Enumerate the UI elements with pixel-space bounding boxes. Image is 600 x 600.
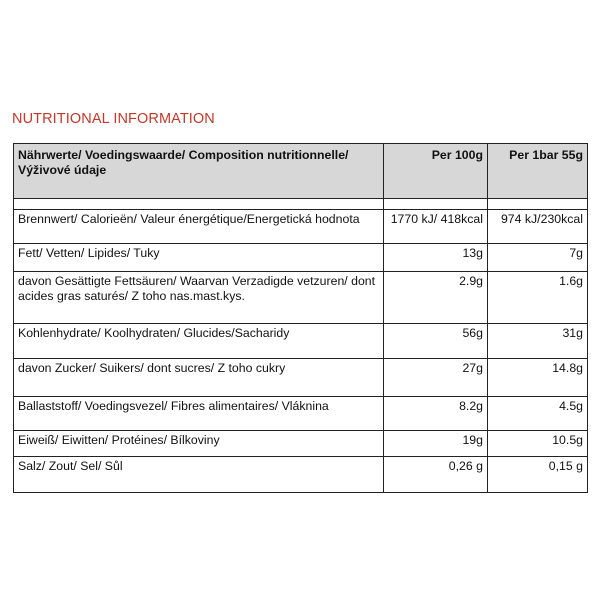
- nutrition-heading: NUTRITIONAL INFORMATION: [12, 111, 215, 127]
- row-value-perbar-saturated-fat: 1.6g: [488, 272, 588, 324]
- row-value-perbar-fibre: 4.5g: [488, 397, 588, 431]
- table-row: [14, 244, 588, 272]
- header-per-bar: Per 1bar 55g: [488, 144, 588, 199]
- spacer-row: [14, 199, 588, 210]
- table-row: [14, 359, 588, 397]
- row-value-per100-saturated-fat: 2.9g: [384, 272, 488, 324]
- row-label-fibre: Ballaststoff/ Voedingsvezel/ Fibres alimentaires/ Vláknina: [14, 397, 384, 431]
- row-value-perbar-salt: 0,15 g: [488, 457, 588, 493]
- table-row: [14, 431, 588, 457]
- row-label-carbohydrates: Kohlenhydrate/ Koolhydraten/ Glucides/Sacharidy: [14, 324, 384, 359]
- row-label-fat: Fett/ Vetten/ Lipides/ Tuky: [14, 244, 384, 272]
- row-value-per100-carbohydrates: 56g: [384, 324, 488, 359]
- header-composition: Nährwerte/ Voedingswaarde/ Composition nutritionnelle/ Výživové údaje: [14, 144, 384, 199]
- row-value-per100-sugars: 27g: [384, 359, 488, 397]
- row-value-per100-fat: 13g: [384, 244, 488, 272]
- row-value-perbar-fat: 7g: [488, 244, 588, 272]
- row-value-perbar-sugars: 14.8g: [488, 359, 588, 397]
- row-label-saturated-fat: davon Gesättigte Fettsäuren/ Waarvan Verzadigde vetzuren/ dont acides gras saturés/ Z toho nas.mast.kys.: [14, 272, 384, 324]
- table-row: [14, 272, 588, 324]
- row-value-perbar-energy: 974 kJ/230kcal: [488, 210, 588, 244]
- table-row: [14, 210, 588, 244]
- row-value-per100-salt: 0,26 g: [384, 457, 488, 493]
- row-label-salt: Salz/ Zout/ Sel/ Sůl: [14, 457, 384, 493]
- header-per-100g: Per 100g: [384, 144, 488, 199]
- nutrition-table: [13, 143, 588, 493]
- table-header: [14, 144, 588, 199]
- row-label-protein: Eiweiß/ Eiwitten/ Protéines/ Bílkoviny: [14, 431, 384, 457]
- table-row: [14, 324, 588, 359]
- row-value-perbar-protein: 10.5g: [488, 431, 588, 457]
- row-value-perbar-carbohydrates: 31g: [488, 324, 588, 359]
- row-label-sugars: davon Zucker/ Suikers/ dont sucres/ Z toho cukry: [14, 359, 384, 397]
- table-body: [14, 199, 588, 493]
- row-value-per100-fibre: 8.2g: [384, 397, 488, 431]
- row-value-per100-energy: 1770 kJ/ 418kcal: [384, 210, 488, 244]
- table-row: [14, 457, 588, 493]
- header-row: [14, 144, 588, 199]
- table-row: [14, 397, 588, 431]
- row-value-per100-protein: 19g: [384, 431, 488, 457]
- row-label-energy: Brennwert/ Calorieën/ Valeur énergétique/Energetická hodnota: [14, 210, 384, 244]
